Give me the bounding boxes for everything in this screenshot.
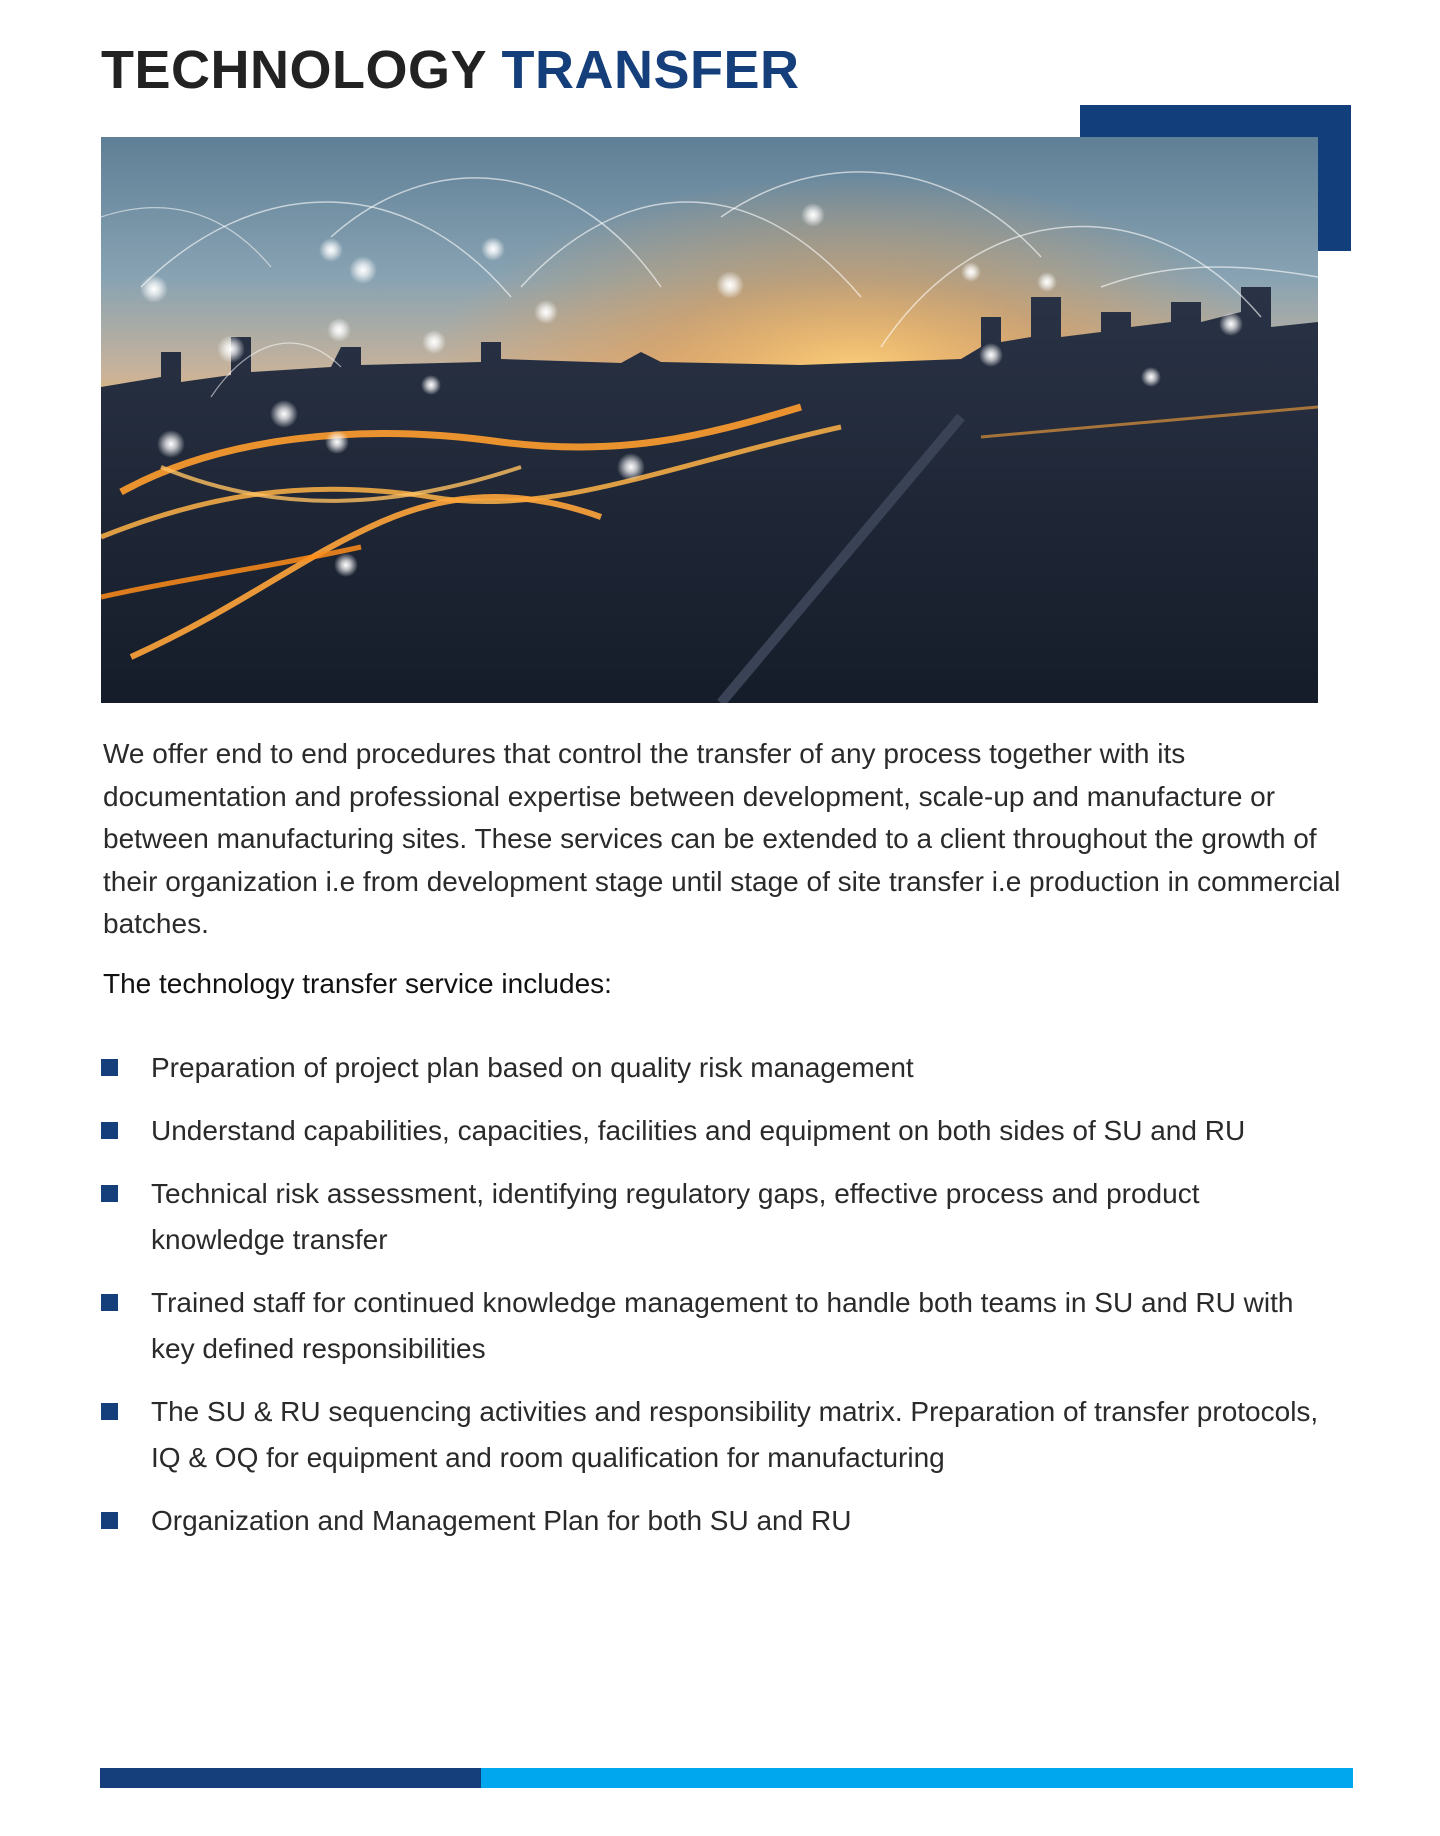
bullet-square-icon — [101, 1512, 118, 1529]
bullet-square-icon — [101, 1059, 118, 1076]
services-list — [101, 1045, 1341, 1561]
bullet-square-icon — [101, 1294, 118, 1311]
bullet-square-icon — [101, 1122, 118, 1139]
hero-image — [101, 137, 1318, 703]
list-item-text: Preparation of project plan based on quality risk management — [151, 1052, 914, 1083]
list-item — [101, 1280, 1341, 1372]
list-item — [101, 1108, 1341, 1154]
list-item-text: The SU & RU sequencing activities and responsibility matrix. Preparation of transfer protocols, IQ & OQ for equipment and room qualification for manufacturing — [151, 1396, 1319, 1473]
footer-bar-dark — [100, 1768, 481, 1788]
list-item — [101, 1171, 1341, 1263]
list-item-text: Understand capabilities, capacities, facilities and equipment on both sides of SU and RU — [151, 1115, 1246, 1146]
list-item — [101, 1045, 1341, 1091]
bullet-square-icon — [101, 1403, 118, 1420]
city-network-photo-icon — [101, 137, 1318, 703]
list-item — [101, 1498, 1341, 1544]
services-lead: The technology transfer service includes: — [103, 968, 612, 999]
title-prefix: TECHNOLOGY — [101, 40, 487, 100]
list-item-text: Trained staff for continued knowledge management to handle both teams in SU and RU with key defined responsibilities — [151, 1287, 1294, 1364]
list-item-text: Technical risk assessment, identifying regulatory gaps, effective process and product knowledge transfer — [151, 1178, 1200, 1255]
page-title — [101, 38, 800, 102]
list-item — [101, 1389, 1341, 1481]
intro-paragraph: We offer end to end procedures that control the transfer of any process together with its documentation and professional expertise between development, scale-up and manufacture or between manufacturing sites. These services can be extended to a client throughout the growth of their organization i.e from development stage until stage of site transfer i.e production in commercial batches. — [103, 738, 1341, 939]
bullet-square-icon — [101, 1185, 118, 1202]
footer-bar-light — [481, 1768, 1353, 1788]
list-item-text: Organization and Management Plan for both SU and RU — [151, 1505, 852, 1536]
title-accent: TRANSFER — [501, 40, 800, 100]
